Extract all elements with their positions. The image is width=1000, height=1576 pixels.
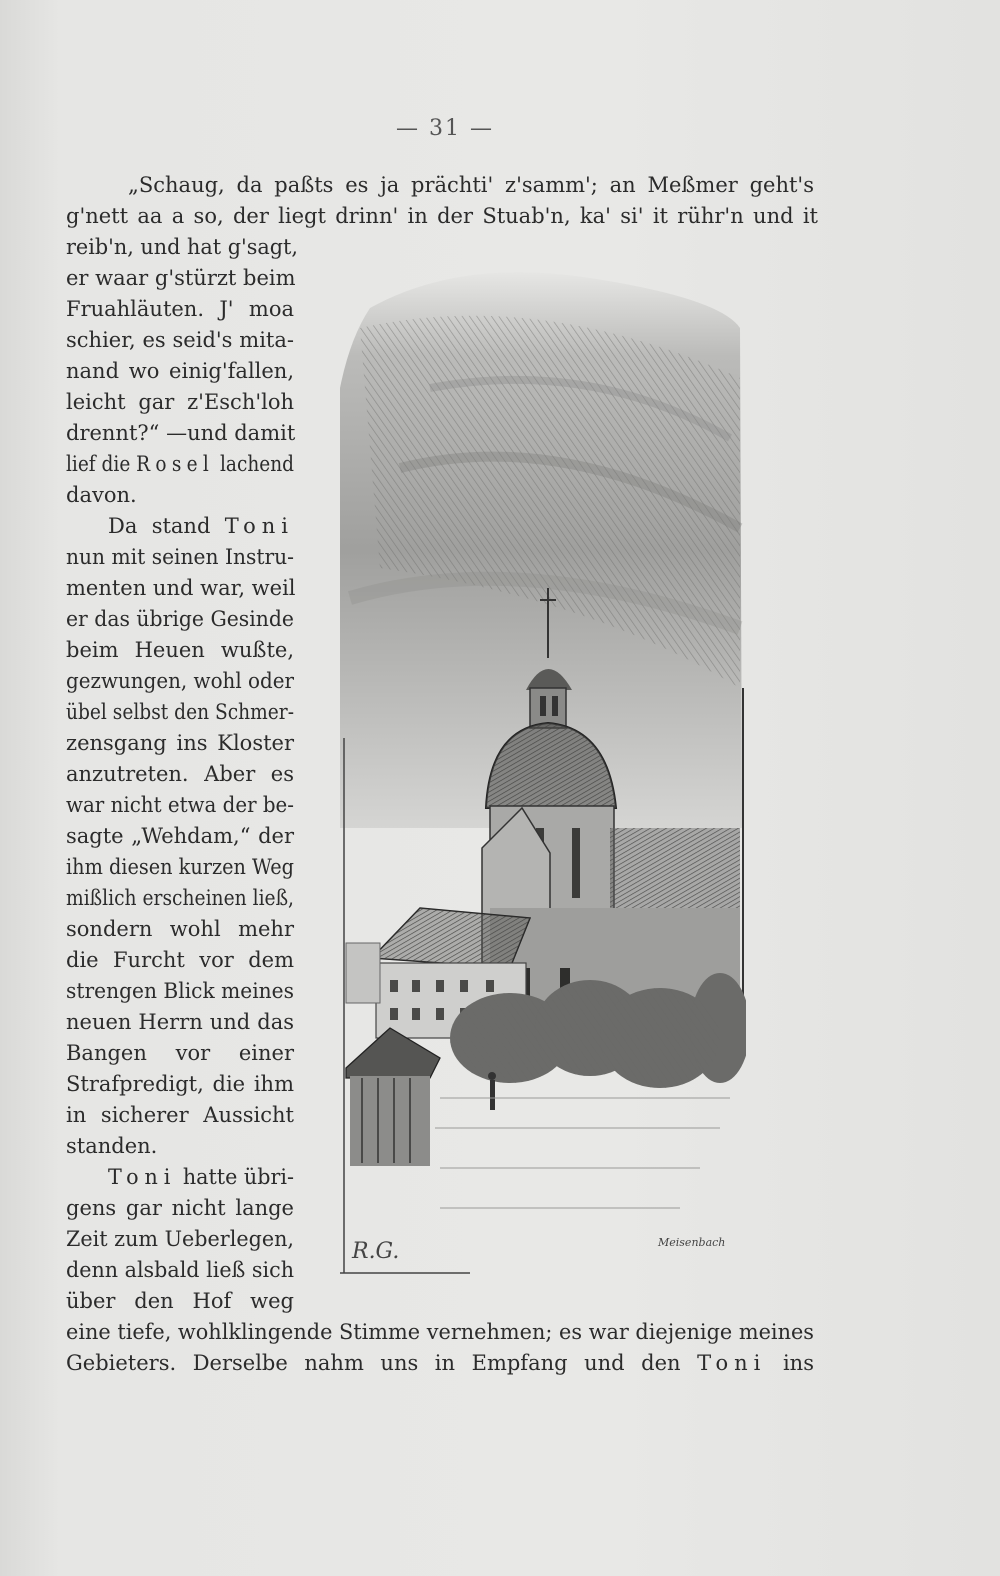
text-line: davon.	[66, 483, 137, 507]
text-line: sagte „Wehdam,“ der	[66, 824, 294, 848]
spaced-name: Toni	[224, 514, 294, 538]
text-line: standen.	[66, 1134, 158, 1158]
text-line	[66, 1348, 814, 1378]
text-line: reib'n, und hat g'sagt,	[66, 235, 298, 259]
signature-right: Meisenbach	[658, 1236, 726, 1249]
text-line: nun mit seinen Instru-	[66, 545, 294, 569]
church-illustration	[340, 268, 746, 1278]
text-line: neuen Herrn und das	[66, 1010, 294, 1034]
text-run: hatte übri-	[176, 1165, 294, 1189]
text-run: lief die	[66, 452, 137, 476]
text-line: zensgang ins Kloster	[66, 731, 294, 755]
text-line: Fruahläuten. J' moa	[66, 297, 294, 321]
text-line: sondern wohl mehr	[66, 917, 294, 941]
text-line: eine tiefe, wohlklingende Stimme vernehmen; es war diejenige meines	[66, 1320, 814, 1344]
text-line: menten und war, weil	[66, 576, 296, 600]
text-run: ins	[766, 1351, 814, 1375]
text-run: Gebieters. Derselbe nahm uns in Empfang und den	[66, 1351, 698, 1375]
text-line: „Schaug, da paßts es ja prächti' z'samm'; an Meßmer geht's	[128, 173, 814, 197]
text-line: drennt?“ —und damit	[66, 421, 296, 445]
text-line: übel selbst den Schmer-	[66, 700, 294, 724]
text-line: schier, es seid's mita-	[66, 328, 294, 352]
text-run: Da stand	[108, 514, 225, 538]
text-line: strengen Blick meines	[66, 979, 294, 1003]
text-line: nand wo einig'fallen,	[66, 359, 294, 383]
text-line: Zeit zum Ueberlegen,	[66, 1227, 294, 1251]
text-line: Bangen vor einer	[66, 1041, 294, 1065]
text-line: denn alsbald ließ sich	[66, 1258, 294, 1282]
text-line	[66, 449, 294, 479]
text-line: er waar g'stürzt beim	[66, 266, 296, 290]
text-line: über den Hof weg	[66, 1289, 294, 1313]
text-line: war nicht etwa der be-	[66, 793, 294, 817]
text-line: beim Heuen wußte,	[66, 638, 294, 662]
page-number: — 31 —	[396, 116, 494, 141]
text-line: gens gar nicht lange	[66, 1196, 294, 1220]
signature-left: R.G.	[352, 1239, 400, 1264]
spaced-name: Toni	[697, 1351, 767, 1375]
text-line: leicht gar z'Esch'loh	[66, 390, 294, 414]
spaced-name: Toni	[108, 1165, 177, 1189]
text-run: lachend	[214, 452, 294, 476]
text-line: ihm diesen kurzen Weg	[66, 855, 294, 879]
text-line: gezwungen, wohl oder	[66, 669, 294, 693]
text-line	[108, 1162, 294, 1192]
text-line: anzutreten. Aber es	[66, 762, 294, 786]
text-line: die Furcht vor dem	[66, 948, 294, 972]
text-line	[108, 511, 294, 541]
text-line: mißlich erscheinen ließ,	[66, 886, 294, 910]
spaced-name: Rosel	[136, 452, 215, 476]
text-line: in sicherer Aussicht	[66, 1103, 294, 1127]
text-line: g'nett aa a so, der liegt drinn' in der Stuab'n, ka' si' it rühr'n und it	[66, 204, 818, 228]
text-line: er das übrige Gesinde	[66, 607, 294, 631]
text-line: Strafpredigt, die ihm	[66, 1072, 294, 1096]
